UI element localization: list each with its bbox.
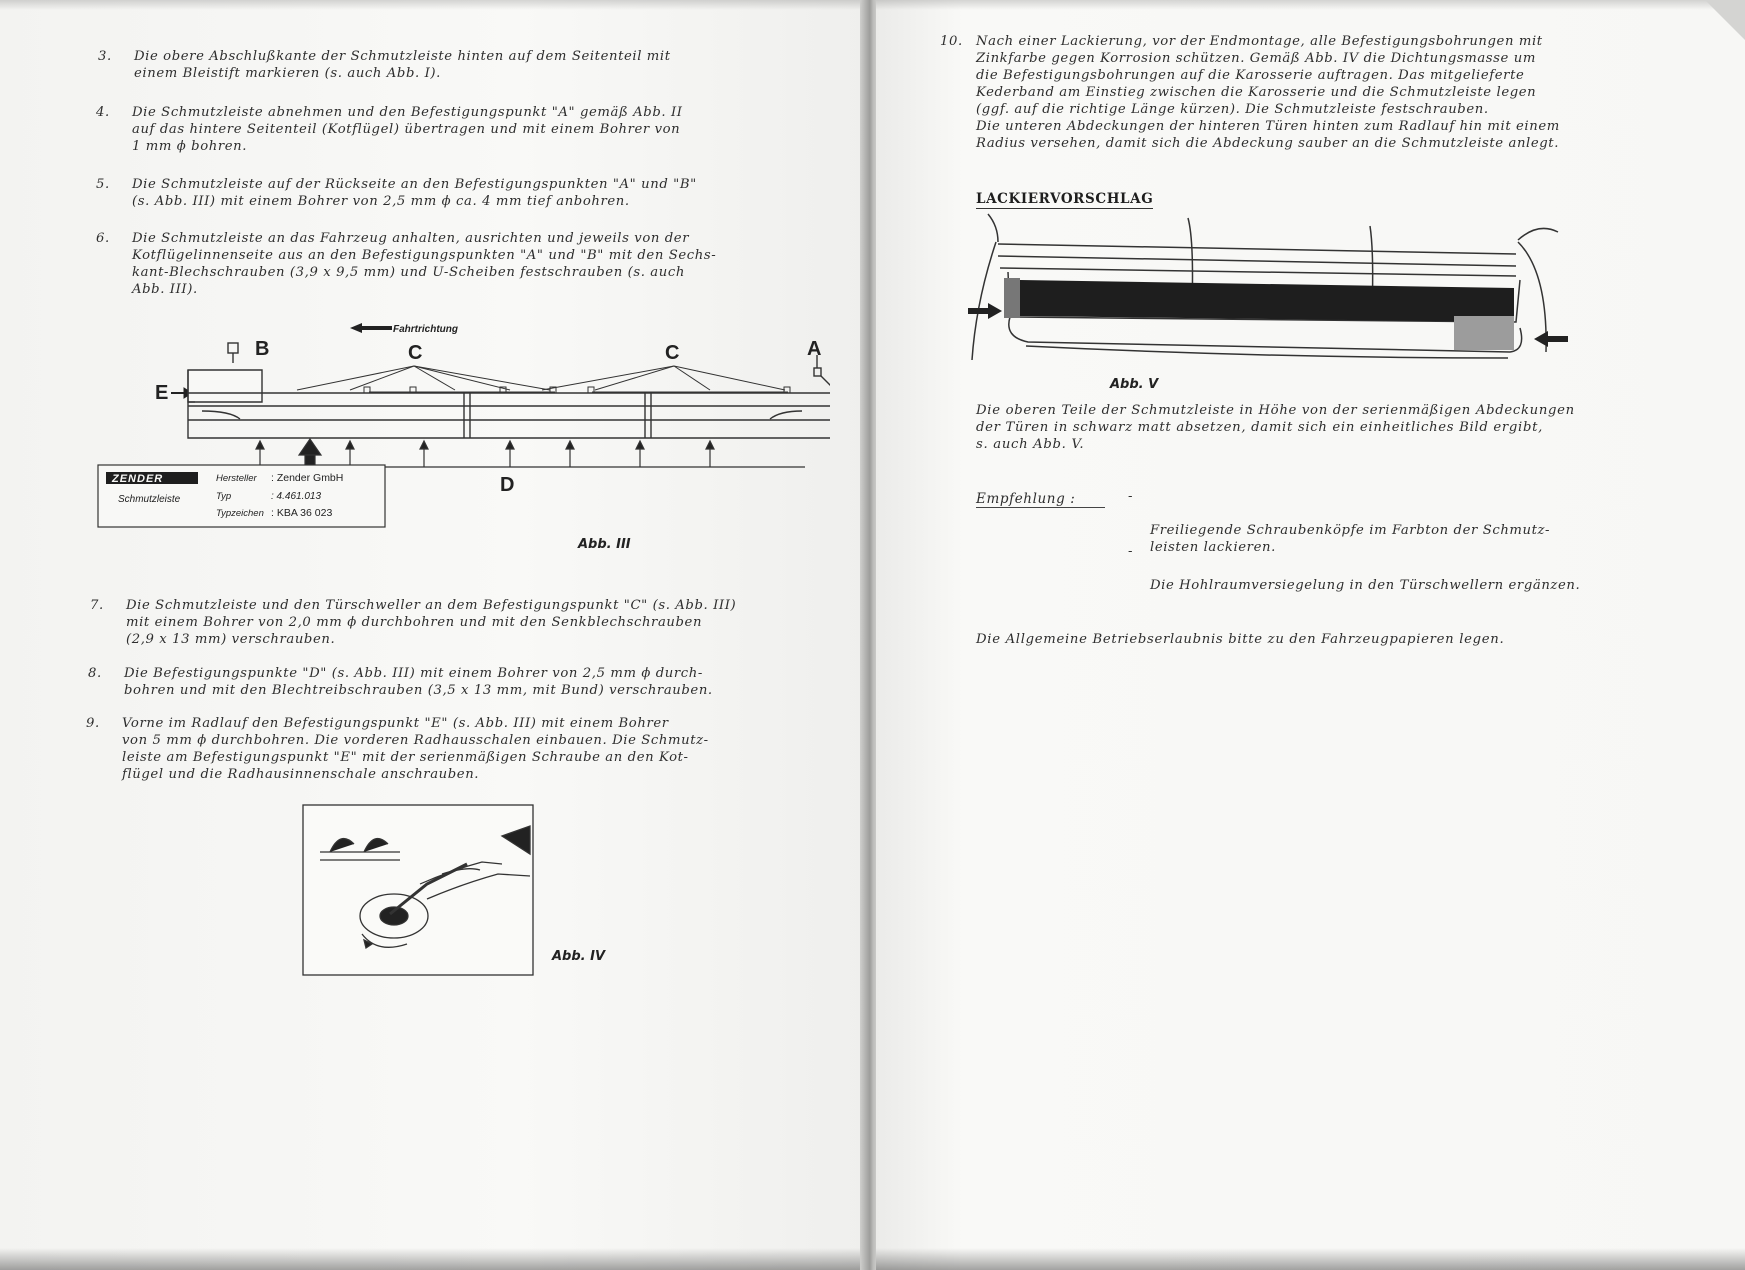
black-matt-band	[1020, 280, 1514, 322]
recommendation-text: Freiliegende Schraubenköpfe im Farbton der Schmutz- leisten lackieren.	[1150, 523, 1551, 555]
point-label-a: A	[807, 338, 822, 360]
approval-mark-key: Typzeichen	[216, 508, 264, 519]
bullet-dash: -	[1128, 489, 1134, 504]
right-pointer-arrow	[1534, 331, 1568, 347]
right-page	[876, 0, 1745, 1270]
top-shadow	[0, 0, 866, 10]
section-heading: LACKIERVORSCHLAG	[976, 191, 1154, 207]
footer-note: Die Allgemeine Betriebserlaubnis bitte zu den Fahrzeugpapieren legen.	[976, 632, 1505, 647]
step-number: 7.	[90, 598, 104, 613]
paint-suggestion-text: Die oberen Teile der Schmutzleiste in Höhe von der serienmäßigen Abdeckungen der Türen in schwarz matt absetzen, damit sich ein einheitliches Bild ergibt, s. auch Abb. V.	[976, 403, 1575, 452]
sill-strip	[188, 343, 830, 438]
step-7	[90, 597, 786, 648]
step-4	[96, 104, 762, 155]
step-number: 10.	[940, 34, 963, 49]
step-text: Nach einer Lackierung, vor der Endmontage, alle Befestigungsbohrungen mit Zinkfarbe gegen Korrosion schützen. Gemäß Abb. IV die Dichtungsmasse um die Befestigungsbohrungen auf die Karosserie auftragen. Das mitgelieferte Kederband am Einstieg zwischen die Karosserie und die Schmutzleiste legen (ggf. auf die richtige Länge kürzen). Die Schmutzleiste festschrauben. Die unteren Abdeckungen der hinteren Türen hinten zum Radlauf hin mit einem Radius versehen, damit sich die Abdeckung sauber an die Schmutzleiste anlegt.	[976, 34, 1560, 151]
step-text: Die obere Abschlußkante der Schmutzleiste hinten auf dem Seitenteil mit einem Bleistift markieren (s. auch Abb. I).	[134, 49, 671, 81]
step-text: Vorne im Radlauf den Befestigungspunkt "E" (s. Abb. III) mit einem Bohrer von 5 mm ϕ durchbohren. Die vorderen Radhausschalen einbauen. Die Schmutz- leiste am Befestigungspunkt "E" mit der serienmäßigen Schraube an den Kot- flügel und die Radhausinnenschale anschrauben.	[122, 716, 709, 782]
point-label-e: E	[155, 382, 169, 404]
figure-4-illustration	[302, 804, 534, 976]
point-label-c: C	[665, 342, 680, 364]
manufacturer-value: : Zender GmbH	[271, 472, 344, 484]
step-9	[86, 715, 782, 783]
figure-3-diagram	[90, 315, 830, 530]
step-text: Die Befestigungspunkte "D" (s. Abb. III) mit einem Bohrer von 2,5 mm ϕ durch- bohren und mit den Blechtreibschrauben (3,5 x 13 mm, mit Bund) verschrauben.	[124, 666, 713, 698]
point-label-b: B	[255, 338, 270, 360]
point-label-c: C	[408, 342, 423, 364]
step-5	[96, 176, 762, 210]
step-number: 5.	[96, 177, 110, 192]
recommendation-label: Empfehlung :	[976, 491, 1105, 508]
direction-arrow	[350, 323, 392, 333]
step-text: Die Schmutzleiste und den Türschweller an dem Befestigungspunkt "C" (s. Abb. III) mit einem Bohrer von 2,0 mm ϕ durchbohren und mit den Senkblechschrauben (2,9 x 13 mm) verschrauben.	[126, 598, 737, 647]
step-number: 4.	[96, 105, 110, 120]
step-text: Die Schmutzleiste an das Fahrzeug anhalten, ausrichten und jeweils von der Kotflügelinnenseite aus an den Befestigungspunkten "A" und "B" mit den Sechs- kant-Blechschrauben (3,9 x 9,5 mm) und U-Scheiben festschrauben (s. auch Abb. III).	[132, 231, 717, 297]
step-10	[940, 33, 1676, 152]
direction-label: Fahrtrichtung	[393, 324, 458, 335]
recommendation-text: Die Hohlraumversiegelung in den Türschwellern ergänzen.	[1150, 578, 1581, 593]
left-page	[0, 0, 866, 1270]
product-name: Schmutzleiste	[118, 494, 181, 505]
point-label-d: D	[500, 474, 515, 496]
step-text: Die Schmutzleiste auf der Rückseite an den Befestigungspunkten "A" und "B" (s. Abb. III) mit einem Bohrer von 2,5 mm ϕ ca. 4 mm tief anbohren.	[132, 177, 697, 209]
step-6	[96, 230, 772, 298]
bottom-shadow	[0, 1248, 866, 1270]
figure-5-illustration	[968, 212, 1568, 387]
step-number: 8.	[88, 666, 102, 681]
figure-5-caption: Abb. V	[1110, 377, 1159, 392]
recommendation-item	[1128, 543, 1670, 594]
step-text: Die Schmutzleiste abnehmen und den Befestigungspunkt "A" gemäß Abb. II auf das hintere Seitenteil (Kotflügel) übertragen und mit einem Bohrer von 1 mm ϕ bohren.	[132, 105, 683, 154]
c-leader-lines	[297, 366, 790, 393]
approval-mark-value: : KBA 36 023	[271, 507, 333, 519]
step-number: 9.	[86, 716, 100, 731]
brand-logo-text: ZENDER	[112, 473, 164, 485]
bottom-shadow	[876, 1248, 1745, 1270]
type-value: : 4.461.013	[271, 491, 322, 502]
manufacturer-key: Hersteller	[216, 473, 257, 484]
figure-4-caption: Abb. IV	[552, 949, 606, 964]
step-number: 6.	[96, 231, 110, 246]
bullet-dash: -	[1128, 544, 1134, 559]
step-3	[98, 48, 764, 82]
type-key: Typ	[216, 491, 232, 502]
top-shadow	[876, 0, 1745, 10]
hatched-end-rear	[1454, 316, 1514, 350]
left-pointer-arrow	[968, 303, 1002, 319]
d-leader-lines	[256, 439, 805, 467]
hatched-end-front	[1004, 278, 1020, 318]
step-8	[88, 665, 784, 699]
step-number: 3.	[98, 49, 112, 64]
page-corner-fold	[1705, 0, 1745, 40]
figure-3-caption: Abb. III	[578, 537, 631, 552]
